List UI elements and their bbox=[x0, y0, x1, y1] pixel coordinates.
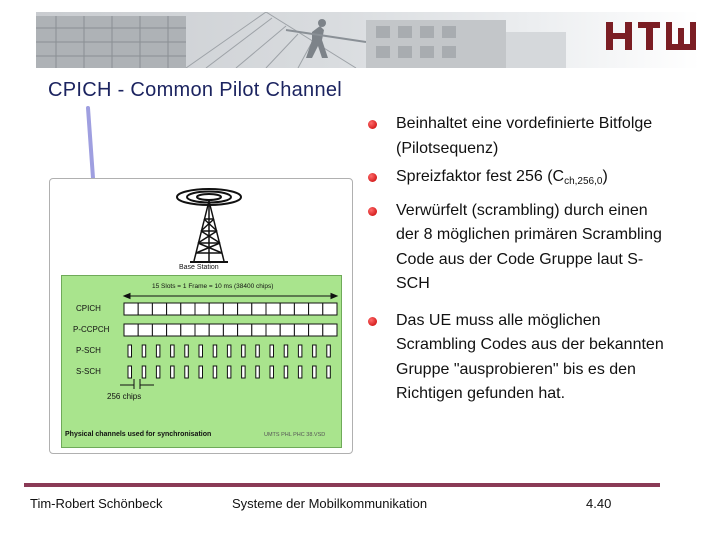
slide-title: CPICH - Common Pilot Channel bbox=[48, 79, 343, 101]
bullet-dot-icon bbox=[368, 173, 377, 182]
slot-mark bbox=[298, 345, 302, 357]
slot-mark bbox=[284, 345, 288, 357]
slot-mark bbox=[327, 366, 331, 378]
channel-diagram bbox=[50, 179, 354, 455]
bullet-text: Spreizfaktor fest 256 (C bbox=[396, 168, 565, 185]
slot-mark bbox=[171, 366, 175, 378]
slot-mark bbox=[124, 303, 138, 315]
slot-mark bbox=[195, 324, 209, 336]
slot-mark bbox=[238, 303, 252, 315]
bullet-text: Das UE muss alle möglichen Scrambling Codes aus der bekannten Gruppe "ausprobieren" bis es den Richtigen gefunden hat. bbox=[396, 311, 664, 402]
slot-mark bbox=[309, 303, 323, 315]
slot-mark bbox=[199, 345, 203, 357]
bullet-dot-icon bbox=[368, 207, 377, 216]
bullet-item bbox=[366, 199, 666, 297]
footer-divider bbox=[24, 483, 660, 487]
slot-mark bbox=[223, 303, 237, 315]
slot-mark bbox=[152, 303, 166, 315]
footer-page-number: 4.40 bbox=[586, 496, 612, 511]
slot-mark bbox=[280, 303, 294, 315]
slot-mark bbox=[323, 303, 337, 315]
frame-span-arrow bbox=[124, 294, 337, 299]
footer-author: Tim-Robert Schönbeck bbox=[30, 496, 163, 511]
slot-mark bbox=[209, 303, 223, 315]
base-station-tower-icon bbox=[190, 201, 228, 262]
slot-mark bbox=[313, 366, 317, 378]
bullet-text-end: ) bbox=[602, 168, 608, 185]
base-station-label: Base Station bbox=[179, 264, 219, 271]
channel-label-cpich: CPICH bbox=[76, 304, 101, 313]
bullet-dot-icon bbox=[368, 317, 377, 326]
slot-mark bbox=[252, 303, 266, 315]
slot-mark bbox=[266, 303, 280, 315]
channel-label-pccpch: P-CCPCH bbox=[73, 325, 110, 334]
slot-mark bbox=[256, 345, 259, 357]
bullet-text: Verwürfelt (scrambling) durch einen der 8 möglichen primären Scrambling Code aus der Code Gruppe laut S-SCH bbox=[396, 201, 662, 292]
slot-mark bbox=[156, 345, 160, 357]
bullet-text: Beinhaltet eine vordefinierte Bitfolge (Pilotsequenz) bbox=[396, 115, 653, 157]
slot-mark bbox=[294, 324, 308, 336]
slot-mark bbox=[242, 366, 246, 378]
slot-mark bbox=[185, 345, 189, 357]
cpich-row bbox=[124, 303, 337, 315]
footer-course: Systeme der Mobilkommunikation bbox=[232, 496, 428, 511]
slot-mark bbox=[280, 324, 294, 336]
bullet-subscript: ch,256,0 bbox=[564, 176, 603, 187]
slot-mark bbox=[156, 366, 160, 378]
bullet-list bbox=[366, 112, 666, 407]
slot-mark bbox=[270, 345, 274, 357]
sync-channels-figure bbox=[49, 178, 353, 454]
slot-mark bbox=[323, 324, 337, 336]
bullet-item bbox=[366, 112, 666, 161]
slot-mark bbox=[199, 366, 203, 378]
slot-mark bbox=[256, 366, 259, 378]
slot-mark bbox=[171, 345, 175, 357]
slot-mark bbox=[128, 366, 132, 378]
bullet-item bbox=[366, 165, 666, 195]
slot-mark bbox=[181, 324, 195, 336]
slot-mark bbox=[313, 345, 317, 357]
slot-mark bbox=[266, 324, 280, 336]
figure-code: UMTS PHL PHC 38.VSD bbox=[264, 432, 326, 438]
chips-label: 256 chips bbox=[107, 392, 142, 401]
channel-label-ssch: S-SCH bbox=[76, 367, 101, 376]
slot-mark bbox=[209, 324, 223, 336]
ssch-row bbox=[128, 366, 330, 378]
slot-mark bbox=[142, 366, 146, 378]
slot-mark bbox=[167, 303, 181, 315]
channel-label-psch: P-SCH bbox=[76, 346, 101, 355]
slot-mark bbox=[242, 345, 246, 357]
slot-mark bbox=[152, 324, 166, 336]
slot-mark bbox=[227, 366, 231, 378]
slot-mark bbox=[294, 303, 308, 315]
chips-span-arrow bbox=[120, 379, 154, 389]
frame-length-label: 15 Slots = 1 Frame = 10 ms (38400 chips) bbox=[152, 283, 274, 290]
slot-mark bbox=[309, 324, 323, 336]
slot-mark bbox=[195, 303, 209, 315]
slot-mark bbox=[298, 366, 302, 378]
slot-mark bbox=[227, 345, 231, 357]
slot-mark bbox=[213, 345, 217, 357]
slot-mark bbox=[213, 366, 217, 378]
slot-mark bbox=[185, 366, 189, 378]
bullet-item bbox=[366, 309, 666, 407]
slot-mark bbox=[238, 324, 252, 336]
slot-mark bbox=[138, 303, 152, 315]
slot-mark bbox=[223, 324, 237, 336]
pccpch-row bbox=[124, 324, 337, 336]
psch-row bbox=[128, 345, 330, 357]
slot-mark bbox=[128, 345, 132, 357]
slot-mark bbox=[167, 324, 181, 336]
slot-mark bbox=[327, 345, 331, 357]
figure-caption: Physical channels used for synchronisation bbox=[65, 431, 212, 438]
slot-mark bbox=[142, 345, 146, 357]
slot-mark bbox=[270, 366, 274, 378]
bullet-dot-icon bbox=[368, 120, 377, 129]
slot-mark bbox=[138, 324, 152, 336]
slot-mark bbox=[181, 303, 195, 315]
slot-mark bbox=[252, 324, 266, 336]
slot-mark bbox=[284, 366, 288, 378]
slot-mark bbox=[124, 324, 138, 336]
